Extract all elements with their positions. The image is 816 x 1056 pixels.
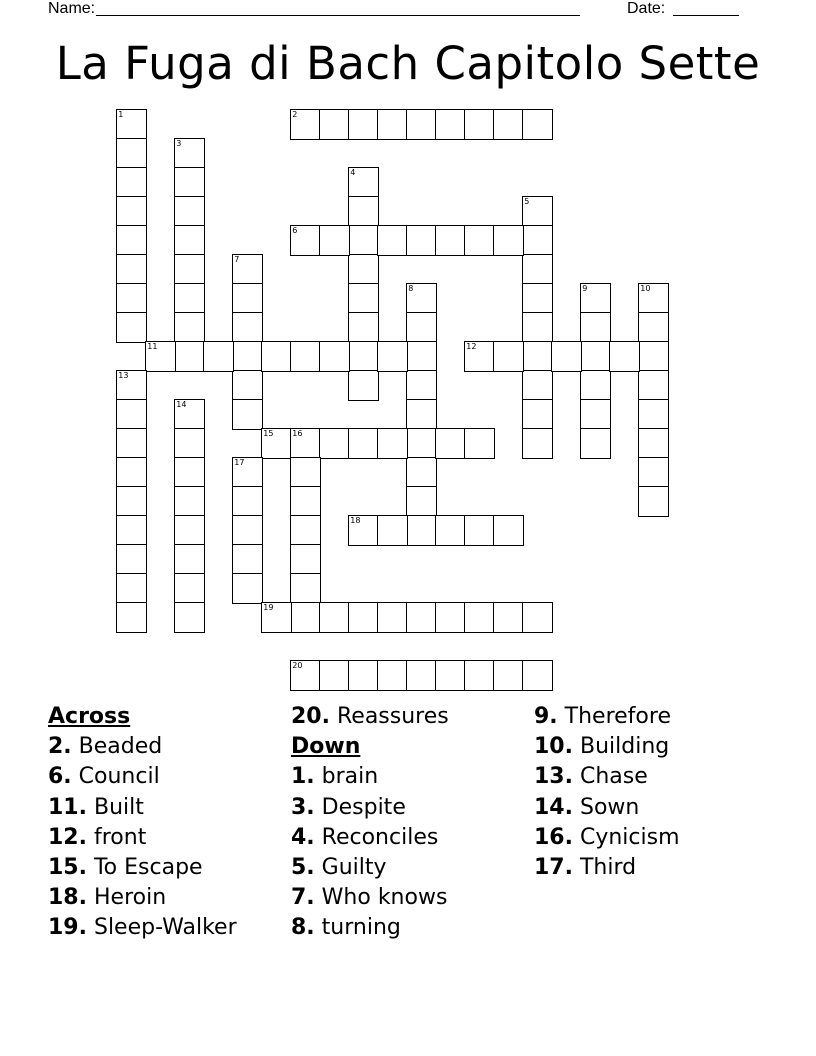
clue-down-9: 9. Therefore [534, 704, 671, 729]
grid-cell[interactable] [116, 486, 147, 517]
grid-cell[interactable] [522, 283, 553, 314]
grid-cell[interactable] [435, 515, 466, 546]
name-field[interactable] [96, 0, 580, 16]
grid-cell[interactable] [174, 399, 205, 430]
grid-cell[interactable] [232, 515, 263, 546]
grid-cell[interactable] [319, 225, 350, 256]
grid-cell[interactable] [406, 341, 437, 372]
page-title: La Fuga di Bach Capitolo Sette [55, 37, 761, 90]
clue-number: 8 [408, 284, 414, 294]
clue-number: 11 [147, 342, 158, 352]
clue-down-7: 7. Who knows [291, 885, 448, 911]
grid-cell[interactable] [116, 109, 147, 140]
grid-cell[interactable] [522, 399, 553, 430]
grid-cell[interactable] [522, 428, 553, 459]
clue-number: 3 [176, 139, 182, 149]
grid-cell[interactable] [493, 660, 524, 691]
grid-cell[interactable] [580, 370, 611, 401]
grid-cell[interactable] [174, 341, 205, 372]
grid-cell[interactable] [348, 660, 379, 691]
grid-cell[interactable] [464, 602, 495, 633]
grid-cell[interactable] [638, 341, 669, 372]
grid-cell[interactable] [435, 660, 466, 691]
grid-cell[interactable] [522, 109, 553, 140]
grid-cell[interactable] [464, 109, 495, 140]
grid-cell[interactable] [377, 515, 408, 546]
clue-number: 17 [234, 458, 245, 468]
clues-column-2 [291, 702, 449, 944]
clue-number: 1 [118, 110, 124, 120]
clue-across-6: 6. Council [48, 764, 160, 790]
clue-down-3: 3. Despite [291, 794, 406, 820]
grid-cell[interactable] [174, 515, 205, 546]
clue-down-4: 4. Reconciles [291, 824, 439, 850]
grid-cell[interactable] [406, 457, 437, 488]
clue-number: 4 [350, 168, 356, 178]
grid-cell[interactable] [348, 341, 379, 372]
clue-number: 10 [640, 284, 651, 294]
grid-cell[interactable] [116, 138, 147, 169]
grid-cell[interactable] [232, 486, 263, 517]
name-label: Name: [48, 0, 96, 17]
clue-number: 6 [292, 226, 298, 236]
grid-cell[interactable] [290, 602, 321, 633]
grid-cell[interactable] [348, 312, 379, 343]
grid-cell[interactable] [580, 399, 611, 430]
clue-down-14: 14. Sown [534, 794, 640, 820]
clue-number: 18 [350, 516, 361, 526]
grid-cell[interactable] [116, 602, 147, 633]
grid-cell[interactable] [522, 312, 553, 343]
grid-cell[interactable] [348, 370, 379, 401]
grid-cell[interactable] [377, 109, 408, 140]
clue-down-10: 10. Building [534, 734, 670, 760]
grid-cell[interactable] [232, 341, 263, 372]
grid-cell[interactable] [580, 428, 611, 459]
grid-cell[interactable] [116, 196, 147, 227]
grid-cell[interactable] [290, 225, 321, 256]
grid-cell[interactable] [406, 602, 437, 633]
clue-across-15: 15. To Escape [48, 855, 203, 881]
clue-across-11: 11. Built [48, 794, 144, 820]
clue-across-19: 19. Sleep-Walker [48, 915, 237, 941]
grid-cell[interactable] [406, 109, 437, 140]
grid-cell[interactable] [174, 457, 205, 488]
grid-cell[interactable] [319, 109, 350, 140]
grid-cell[interactable] [174, 428, 205, 459]
grid-cell[interactable] [290, 573, 321, 604]
grid-cell[interactable] [290, 544, 321, 575]
clue-down-16: 16. Cynicism [534, 824, 680, 850]
grid-cell[interactable] [116, 544, 147, 575]
grid-cell[interactable] [232, 544, 263, 575]
clue-number: 20 [292, 661, 303, 671]
grid-cell[interactable] [406, 660, 437, 691]
clue-across-20: 20. Reassures [291, 704, 449, 729]
grid-cell[interactable] [435, 225, 466, 256]
grid-cell[interactable] [116, 515, 147, 546]
grid-cell[interactable] [116, 283, 147, 314]
grid-cell[interactable] [174, 167, 205, 198]
grid-cell[interactable] [406, 225, 437, 256]
grid-cell[interactable] [348, 602, 379, 633]
grid-cell[interactable] [522, 225, 553, 256]
grid-cell[interactable] [638, 283, 669, 314]
clue-down-13: 13. Chase [534, 764, 648, 790]
grid-cell[interactable] [464, 515, 495, 546]
grid-cell[interactable] [435, 109, 466, 140]
grid-cell[interactable] [290, 660, 321, 691]
clues-column-3 [534, 702, 680, 883]
grid-cell[interactable] [348, 225, 379, 256]
grid-cell[interactable] [464, 428, 495, 459]
grid-cell[interactable] [261, 602, 292, 633]
grid-cell[interactable] [319, 428, 350, 459]
grid-cell[interactable] [116, 370, 147, 401]
clue-number: 19 [263, 603, 274, 613]
grid-cell[interactable] [377, 341, 408, 372]
grid-cell[interactable] [232, 457, 263, 488]
grid-cell[interactable] [580, 341, 611, 372]
grid-cell[interactable] [348, 428, 379, 459]
across-heading: Across [48, 704, 131, 729]
clue-number: 2 [292, 110, 298, 120]
grid-cell[interactable] [377, 428, 408, 459]
grid-cell[interactable] [319, 602, 350, 633]
grid-cell[interactable] [551, 341, 582, 372]
grid-cell[interactable] [493, 225, 524, 256]
grid-cell[interactable] [116, 254, 147, 285]
grid-cell[interactable] [406, 428, 437, 459]
grid-cell[interactable] [464, 660, 495, 691]
clue-number: 7 [234, 255, 240, 265]
grid-cell[interactable] [174, 283, 205, 314]
clue-number: 13 [118, 371, 129, 381]
grid-cell[interactable] [290, 341, 321, 372]
grid-cell[interactable] [638, 370, 669, 401]
clues-column-1 [48, 702, 237, 944]
clue-down-17: 17. Third [534, 855, 637, 881]
grid-cell[interactable] [522, 196, 553, 227]
date-label: Date: [627, 0, 666, 17]
grid-cell[interactable] [406, 399, 437, 430]
clue-number: 16 [292, 429, 303, 439]
grid-cell[interactable] [609, 341, 640, 372]
grid-cell[interactable] [232, 370, 263, 401]
grid-cell[interactable] [348, 196, 379, 227]
clue-across-12: 12. front [48, 824, 147, 850]
grid-cell[interactable] [348, 109, 379, 140]
date-field[interactable] [673, 0, 739, 16]
grid-cell[interactable] [232, 573, 263, 604]
grid-cell[interactable] [116, 312, 147, 343]
grid-cell[interactable] [174, 196, 205, 227]
grid-cell[interactable] [435, 602, 466, 633]
grid-cell[interactable] [493, 109, 524, 140]
grid-cell[interactable] [232, 312, 263, 343]
grid-cell[interactable] [290, 457, 321, 488]
grid-cell[interactable] [493, 341, 524, 372]
grid-cell[interactable] [174, 544, 205, 575]
grid-cell[interactable] [232, 254, 263, 285]
grid-cell[interactable] [638, 399, 669, 430]
grid-cell[interactable] [348, 283, 379, 314]
grid-cell[interactable] [174, 225, 205, 256]
grid-cell[interactable] [522, 341, 553, 372]
grid-cell[interactable] [348, 254, 379, 285]
grid-cell[interactable] [116, 573, 147, 604]
clue-across-2: 2. Beaded [48, 734, 163, 760]
grid-cell[interactable] [174, 486, 205, 517]
grid-cell[interactable] [116, 457, 147, 488]
grid-cell[interactable] [406, 283, 437, 314]
grid-cell[interactable] [348, 515, 379, 546]
clue-number: 9 [582, 284, 588, 294]
grid-cell[interactable] [406, 312, 437, 343]
grid-cell[interactable] [377, 225, 408, 256]
grid-cell[interactable] [174, 138, 205, 169]
grid-cell[interactable] [522, 370, 553, 401]
grid-cell[interactable] [116, 167, 147, 198]
grid-cell[interactable] [377, 602, 408, 633]
grid-cell[interactable] [232, 399, 263, 430]
grid-cell[interactable] [290, 515, 321, 546]
clue-down-1: 1. brain [291, 764, 379, 790]
grid-cell[interactable] [493, 515, 524, 546]
grid-cell[interactable] [203, 341, 234, 372]
grid-cell[interactable] [290, 428, 321, 459]
grid-cell[interactable] [116, 225, 147, 256]
down-heading: Down [291, 734, 361, 760]
grid-cell[interactable] [174, 312, 205, 343]
grid-cell[interactable] [116, 428, 147, 459]
grid-cell[interactable] [174, 573, 205, 604]
grid-cell[interactable] [174, 254, 205, 285]
grid-cell[interactable] [232, 283, 263, 314]
grid-cell[interactable] [377, 660, 408, 691]
grid-cell[interactable] [638, 312, 669, 343]
grid-cell[interactable] [638, 486, 669, 517]
grid-cell[interactable] [435, 428, 466, 459]
grid-cell[interactable] [638, 457, 669, 488]
grid-cell[interactable] [464, 341, 495, 372]
clue-down-5: 5. Guilty [291, 855, 387, 881]
grid-cell[interactable] [464, 225, 495, 256]
grid-cell[interactable] [261, 428, 292, 459]
grid-cell[interactable] [406, 486, 437, 517]
clue-number: 15 [263, 429, 274, 439]
clue-number: 14 [176, 400, 187, 410]
grid-cell[interactable] [290, 486, 321, 517]
grid-cell[interactable] [493, 602, 524, 633]
grid-cell[interactable] [580, 312, 611, 343]
grid-cell[interactable] [261, 341, 292, 372]
grid-cell[interactable] [319, 341, 350, 372]
grid-cell[interactable] [580, 283, 611, 314]
grid-cell[interactable] [406, 515, 437, 546]
grid-cell[interactable] [145, 341, 176, 372]
clue-across-18: 18. Heroin [48, 885, 167, 911]
grid-cell[interactable] [522, 660, 553, 691]
grid-cell[interactable] [406, 370, 437, 401]
grid-cell[interactable] [116, 399, 147, 430]
grid-cell[interactable] [348, 167, 379, 198]
grid-cell[interactable] [638, 428, 669, 459]
grid-cell[interactable] [319, 660, 350, 691]
grid-cell[interactable] [522, 254, 553, 285]
clue-number: 5 [524, 197, 530, 207]
clue-down-8: 8. turning [291, 915, 401, 941]
clue-number: 12 [466, 342, 477, 352]
grid-cell[interactable] [522, 602, 553, 633]
grid-cell[interactable] [290, 109, 321, 140]
grid-cell[interactable] [174, 602, 205, 633]
